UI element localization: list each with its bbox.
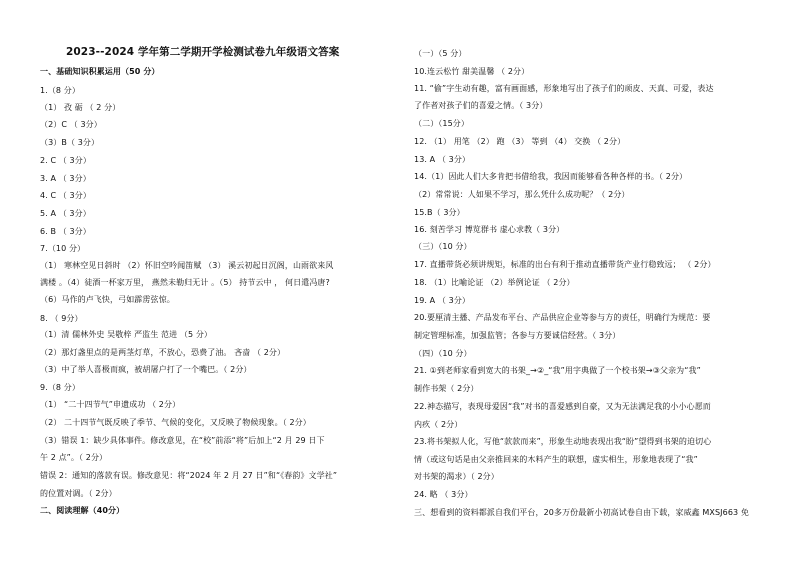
- left-answer-line: 9.（8 分）: [40, 383, 80, 392]
- right-answer-line: （三）（10 分）: [414, 242, 472, 251]
- right-answer-line: 对书架的渴求）（ 2分）: [414, 472, 499, 481]
- right-answer-line: 20.要厘清主播、产品发布平台、产品供应企业等参与方的责任，明确行为规范：要: [414, 313, 711, 322]
- left-answer-line: （3）B（ 3分）: [40, 138, 100, 147]
- left-answer-line: 一、基础知识积累运用（50 分）: [40, 67, 160, 76]
- left-answer-line: 1.（8 分）: [40, 86, 80, 95]
- left-answer-line: 满楼 。（4）徒酒一杯家万里， 燕然未勒归无计 。（5） 持节云中 ， 何日遣冯唐?: [40, 278, 330, 287]
- left-answer-line: 8. （ 9分）: [40, 314, 83, 323]
- left-answer-line: 2. C （ 3分）: [40, 156, 91, 165]
- right-answer-line: 13. A （ 3分）: [414, 155, 471, 164]
- left-answer-line: 6. B （ 3分）: [40, 227, 91, 236]
- right-answer-line: （二）（15分）: [414, 119, 469, 128]
- right-answer-line: （2）常常说：人如果不学习，那么凭什么成功呢？（ 2分）: [414, 190, 630, 199]
- right-answer-line: 三、想看到的资料都派自我们平台，20多万份最新小初高试卷自由下载，家威鑫 MXSJ663 免: [414, 508, 749, 517]
- left-answer-line: （2） 二十四节气既反映了季节、气候的变化，又反映了物候现象。（ 2分）: [40, 418, 311, 427]
- left-answer-line: （2）那灯盏里点的是两茎灯草，不放心，恐费了油。 吝啬 （ 2分）: [40, 348, 286, 357]
- left-answer-line: 5. A （ 3分）: [40, 209, 91, 218]
- right-answer-line: 10.连云松竹 甜美温馨 （ 2分）: [414, 67, 530, 76]
- left-answer-line: （3）错误 1：缺少具体事件。修改意见，在“校”前添“将”后加上“2 月 29 日下: [40, 436, 325, 445]
- left-answer-line: 3. A （ 3分）: [40, 174, 91, 183]
- right-answer-line: 情（或这句话是由父亲推回来的木料产生的联想，虚实相生，形象地表现了“我”: [414, 455, 698, 464]
- right-answer-line: 24. 略 （ 3分）: [414, 490, 473, 499]
- right-answer-line: 19. A （ 3分）: [414, 296, 471, 305]
- right-answer-line: （一）（5 分）: [414, 49, 467, 58]
- right-answer-line: 14.（1）因此人们大多肯把书借给我，我因而能够看各种各样的书。（ 2分）: [414, 172, 688, 181]
- left-answer-line: （2）C （ 3分）: [40, 120, 102, 129]
- right-answer-line: 16. 刻苦学习 博览群书 虚心求教（ 3分）: [414, 225, 565, 234]
- left-answer-line: 4. C （ 3分）: [40, 191, 91, 200]
- left-answer-line: 午 2 点”。（ 2分）: [40, 453, 108, 462]
- right-answer-line: 21. ①到老师家看到宽大的书架_→②_“我”用字典做了一个校书架→③父亲为“我”: [414, 366, 701, 375]
- left-answer-line: （1） 寒林空见日斜时 （2）怀旧空吟闻笛赋 （3） 溪云初起日沉阁，山雨欲来风: [40, 261, 334, 270]
- right-answer-line: 了作者对孩子们的喜爱之情。（ 3分）: [414, 101, 548, 110]
- right-answer-line: 12. （1） 用笔 （2） 跑 （3） 等到 （4） 交换 （ 2分）: [414, 137, 626, 146]
- document-title: 2023--2024 学年第二学期开学检测试卷九年级语文答案: [66, 46, 340, 58]
- left-answer-line: 的位置对调。（ 2分）: [40, 489, 117, 498]
- right-answer-line: （四）（10 分）: [414, 349, 472, 358]
- right-answer-line: 22.神态描写，表现母爱因“我”对书的喜爱感到自豪，又为无法满足我的小小心愿而: [414, 402, 711, 411]
- left-answer-line: （6）马作的卢飞快，弓如霹雳弦惊。: [40, 295, 175, 304]
- right-answer-line: 15.B（ 3分）: [414, 208, 465, 217]
- left-answer-line: （1） “二十四节气”申遗成功 （ 2分）: [40, 400, 181, 409]
- left-answer-line: 错误 2：通知的落款有误。修改意见：将“2024 年 2 月 27 日”和“《春韵》文学社”: [40, 471, 338, 480]
- left-answer-line: （1） 孜 砺 （ 2 分）: [40, 103, 121, 112]
- right-answer-line: 23.将书架拟人化，写他“款款而来”，形象生动地表现出我“盼”望得到书架的迫切心: [414, 437, 712, 446]
- left-answer-line: 二、阅读理解（40分）: [40, 506, 125, 515]
- right-answer-line: 制作书架（ 2分）: [414, 384, 479, 393]
- right-answer-line: 18. （1）比喻论证 （2）举例论证 （ 2分）: [414, 278, 575, 287]
- right-answer-line: 11. “偷”字生动有趣，富有画面感，形象地写出了孩子们的顽皮、天真、可爱，表达: [414, 84, 714, 93]
- left-answer-line: （3）中了举人喜极而疯，被胡屠户打了一个嘴巴。（ 2分）: [40, 365, 252, 374]
- left-answer-line: 7.（10 分）: [40, 244, 86, 253]
- left-answer-line: （1）清 儒林外史 吴敬梓 严监生 范进 （5 分）: [40, 330, 213, 339]
- right-answer-line: 内疚（ 2分）: [414, 420, 463, 429]
- right-answer-line: 17. 直播带货必须讲规矩，标准的出台有利于推动直播带货产业行稳致远； （ 2分）: [414, 260, 716, 269]
- right-answer-line: 制定管理标准，加强监管；各参与方要诚信经营。（ 3分）: [414, 331, 621, 340]
